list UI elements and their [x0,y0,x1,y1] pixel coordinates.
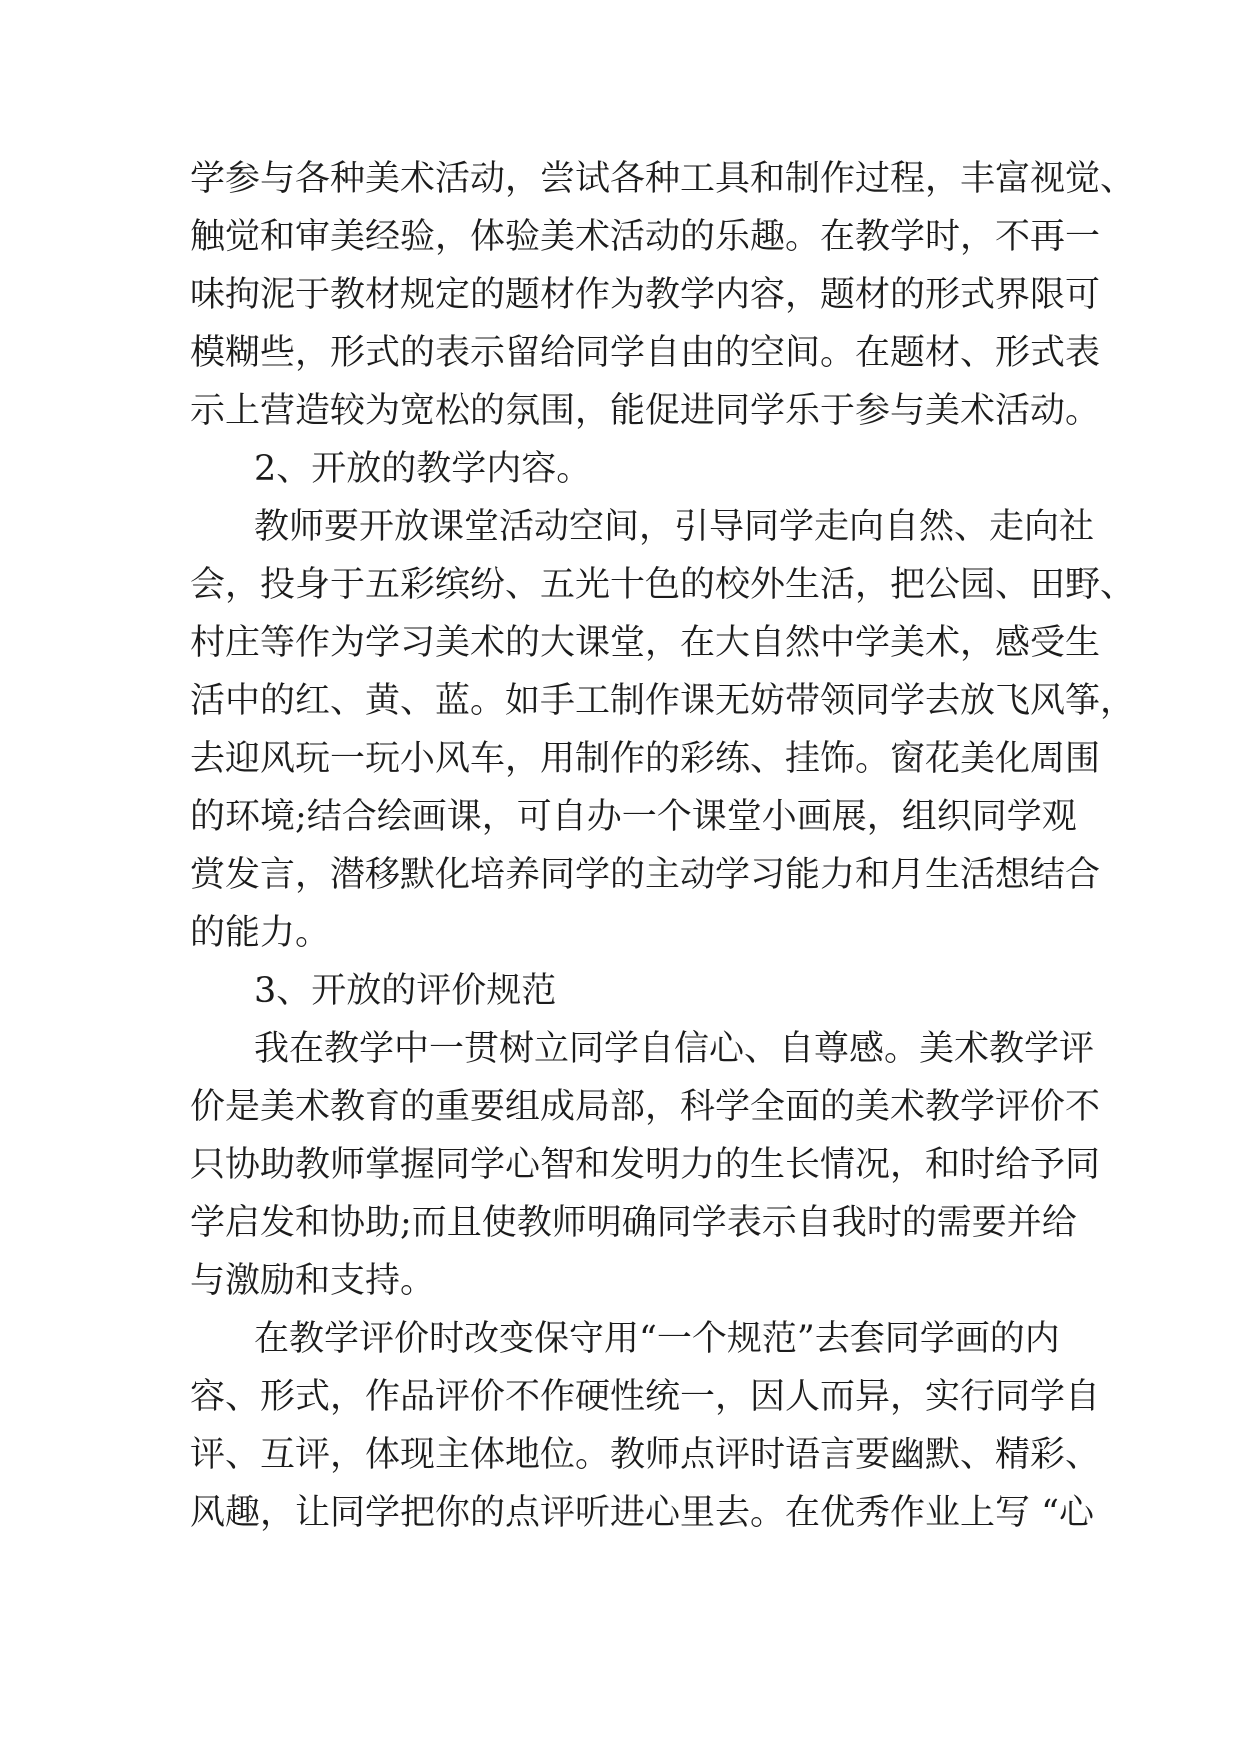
body-text [190,150,1136,1542]
text-line: 只协助教师掌握同学心智和发明力的生长情况，和时给予同 [190,1145,1101,1185]
text-line: 3、开放的评价规范 [254,971,557,1011]
text-line: 的环境;结合绘画课，可自办一个课堂小画展，组织同学观 [190,797,1077,837]
text-line: 示上营造较为宽松的氛围，能促进同学乐于参与美术活动。 [190,391,1101,431]
text-line: 活中的红、黄、蓝。如手工制作课无妨带领同学去放飞风筝， [190,681,1136,721]
text-line: 模糊些，形式的表示留给同学自由的空间。在题材、形式表 [190,333,1101,373]
text-line: 价是美术教育的重要组成局部，科学全面的美术教学评价不 [190,1087,1101,1127]
text-line: 2、开放的教学内容。 [254,449,592,489]
text-line: 的能力。 [190,913,331,953]
text-line: 容、形式，作品评价不作硬性统一，因人而异，实行同学自 [190,1377,1101,1417]
text-line: 教师要开放课堂活动空间，引导同学走向自然、走向社 [254,507,1095,547]
text-line: 与激励和支持。 [190,1261,436,1301]
text-line: 风趣，让同学把你的点评听进心里去。在优秀作业上写 “心 [190,1493,1095,1533]
text-line: 学参与各种美术活动，尝试各种工具和制作过程，丰富视觉、 [190,159,1136,199]
text-line: 评、互评，体现主体地位。教师点评时语言要幽默、精彩、 [190,1435,1101,1475]
text-line: 在教学评价时改变保守用“一个规范”去套同学画的内 [254,1319,1060,1359]
text-line: 会，投身于五彩缤纷、五光十色的校外生活，把公园、田野、 [190,565,1136,605]
text-line: 赏发言，潜移默化培养同学的主动学习能力和月生活想结合 [190,855,1101,895]
text-line: 去迎风玩一玩小风车，用制作的彩练、挂饰。窗花美化周围 [190,739,1101,779]
text-line: 我在教学中一贯树立同学自信心、自尊感。美术教学评 [254,1029,1095,1069]
text-line: 村庄等作为学习美术的大课堂，在大自然中学美术，感受生 [190,623,1101,663]
text-line: 学启发和协助;而且使教师明确同学表示自我时的需要并给 [190,1203,1077,1243]
text-line: 味拘泥于教材规定的题材作为教学内容，题材的形式界限可 [190,275,1101,315]
text-line: 触觉和审美经验，体验美术活动的乐趣。在教学时，不再一 [190,217,1101,257]
